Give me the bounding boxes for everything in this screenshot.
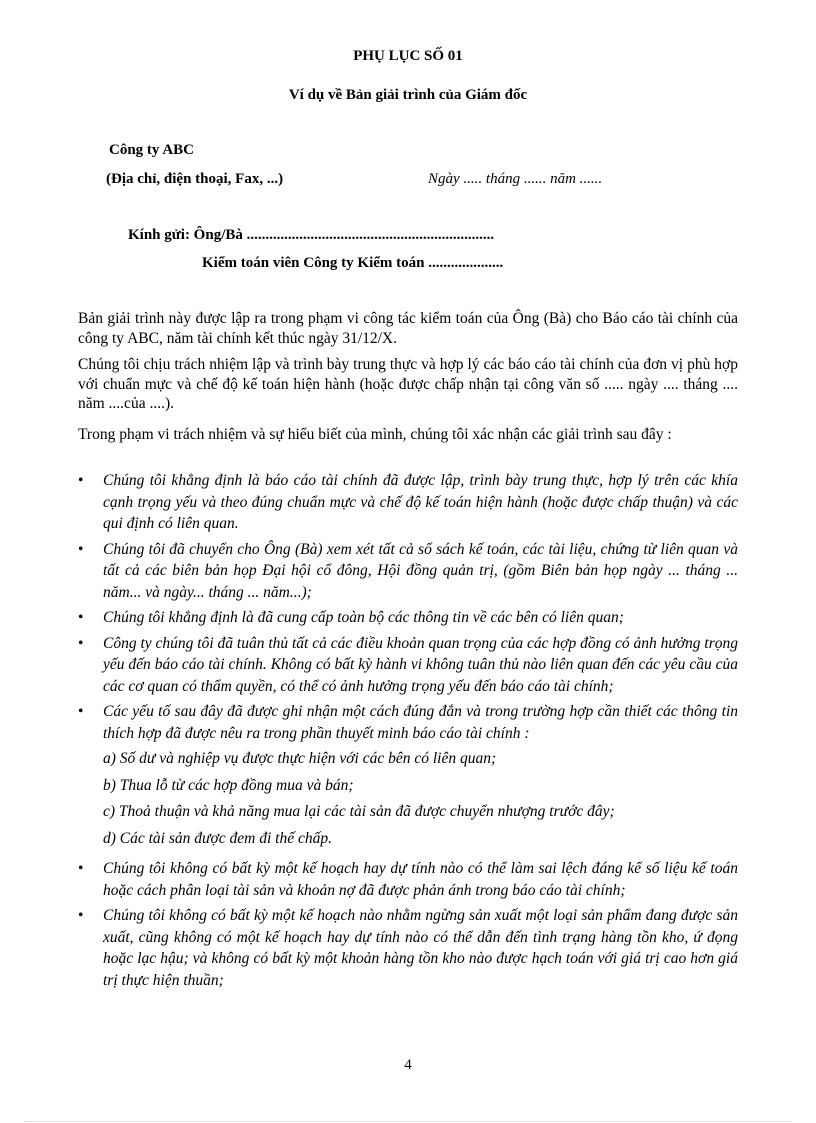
bullet-mark: • — [78, 907, 84, 924]
appendix-subtitle: Ví dụ về Bản giải trình của Giám đốc — [288, 87, 528, 103]
list-item — [78, 607, 738, 629]
list-item — [78, 858, 738, 901]
company-name: Công ty ABC — [109, 142, 195, 158]
list-item-text: Công ty chúng tôi đã tuân thủ tất cả các điều khoản quan trọng của các hợp đồng có ảnh hưởng trọng yếu đến báo cáo tài chính. Không có bất kỳ hành vi không tuân thủ nào liên quan đến các yêu cầu của các cơ quan có thẩm quyền, có thể có ảnh hưởng trọng yếu đến báo cáo tài chính; — [103, 634, 739, 695]
list-item — [78, 470, 738, 535]
page-number: 4 — [404, 1057, 412, 1073]
list-item — [78, 539, 738, 604]
intro-paragraph: Bản giải trình này được lập ra trong phạm vi công tác kiểm toán của Ông (Bà) cho Báo cáo tài chính của công ty ABC, năm tài chính kết thúc ngày 31/12/X. — [78, 310, 738, 347]
list-item-text: Chúng tôi không có bất kỳ một kế hoạch hay dự tính nào có thể làm sai lệch đáng kể số liệu kế toán hoặc cách phân loại tài sản và khoản nợ đã được phản ánh trong báo cáo tài chính; — [103, 860, 738, 899]
sub-item-c: c) Thoả thuận và khả năng mua lại các tài sản đã được chuyển nhượng trước đây; — [103, 803, 615, 820]
list-item-text: Chúng tôi đã chuyển cho Ông (Bà) xem xét tất cả sổ sách kế toán, các tài liệu, chứng từ liên quan và tất cả các biên bản họp Đại hội cổ đông, Hội đồng quản trị, (gồm Biên bản họp ngày ... tháng ... năm... và ngày... tháng ... năm...); — [103, 540, 738, 601]
sub-item-d: d) Các tài sản được đem đi thế chấp. — [103, 829, 332, 847]
bullet-mark: • — [78, 540, 84, 558]
list-item-text: Chúng tôi khẳng định là đã cung cấp toàn bộ các thông tin về các bên có liên quan; — [103, 609, 624, 626]
list-item — [78, 905, 738, 991]
list-item-text: Các yếu tố sau đây đã được ghi nhận một cách đúng đắn và trong trường hợp cần thiết các thông tin thích hợp đã được nêu ra trong phần thuyết minh báo cáo tài chính : — [103, 703, 738, 742]
document-date: Ngày ..... tháng ...... năm ...... — [428, 171, 603, 187]
bullet-mark: • — [78, 703, 84, 720]
sub-item-a: a) Số dư và nghiệp vụ được thực hiện với các bên có liên quan; — [103, 750, 497, 767]
confirmation-paragraph: Trong phạm vi trách nhiệm và sự hiểu biết của mình, chúng tôi xác nhận các giải trình sau đây : — [78, 426, 672, 443]
bullet-mark: • — [78, 472, 84, 489]
company-address: (Địa chỉ, điện thoại, Fax, ...) — [106, 171, 284, 187]
list-item — [78, 701, 738, 744]
bullet-mark: • — [78, 634, 84, 652]
recipient-line: Kính gửi: Ông/Bà .................................................................. — [128, 227, 495, 243]
auditor-line: Kiểm toán viên Công ty Kiểm toán .................... — [202, 255, 504, 271]
appendix-title: PHỤ LỤC SỐ 01 — [353, 48, 463, 64]
list-item-text: Chúng tôi không có bất kỳ một kế hoạch nào nhằm ngừng sản xuất một loại sản phẩm đang được sản xuất, cũng không có một kế hoạch hay dự tính nào có thể dẫn đến tình trạng hàng tồn kho, ứ đọng hoặc lạc hậu; và không có bất kỳ một khoản hàng tồn kho nào được hạch toán với giá trị cao hơn giá trị thực hiện thuần; — [103, 907, 738, 989]
sub-item-b: b) Thua lỗ từ các hợp đồng mua và bán; — [103, 776, 354, 794]
page-bottom-divider — [24, 1121, 792, 1122]
representation-list — [78, 470, 738, 991]
list-item — [78, 633, 738, 698]
bullet-mark: • — [78, 609, 84, 626]
list-item-text: Chúng tôi khẳng định là báo cáo tài chính đã được lập, trình bày trung thực, hợp lý trên các khía cạnh trọng yếu và theo đúng chuẩn mực và chế độ kế toán hiện hành (hoặc được chấp thuận) và các qui định có liên quan. — [103, 472, 738, 532]
bullet-mark: • — [78, 860, 84, 877]
responsibility-paragraph: Chúng tôi chịu trách nhiệm lập và trình bày trung thực và hợp lý các báo cáo tài chính của đơn vị phù hợp với chuẩn mực và chế độ kế toán hiện hành (hoặc được chấp nhận tại công văn số ..... ngày .... tháng .... năm ....của ....). — [78, 356, 738, 412]
